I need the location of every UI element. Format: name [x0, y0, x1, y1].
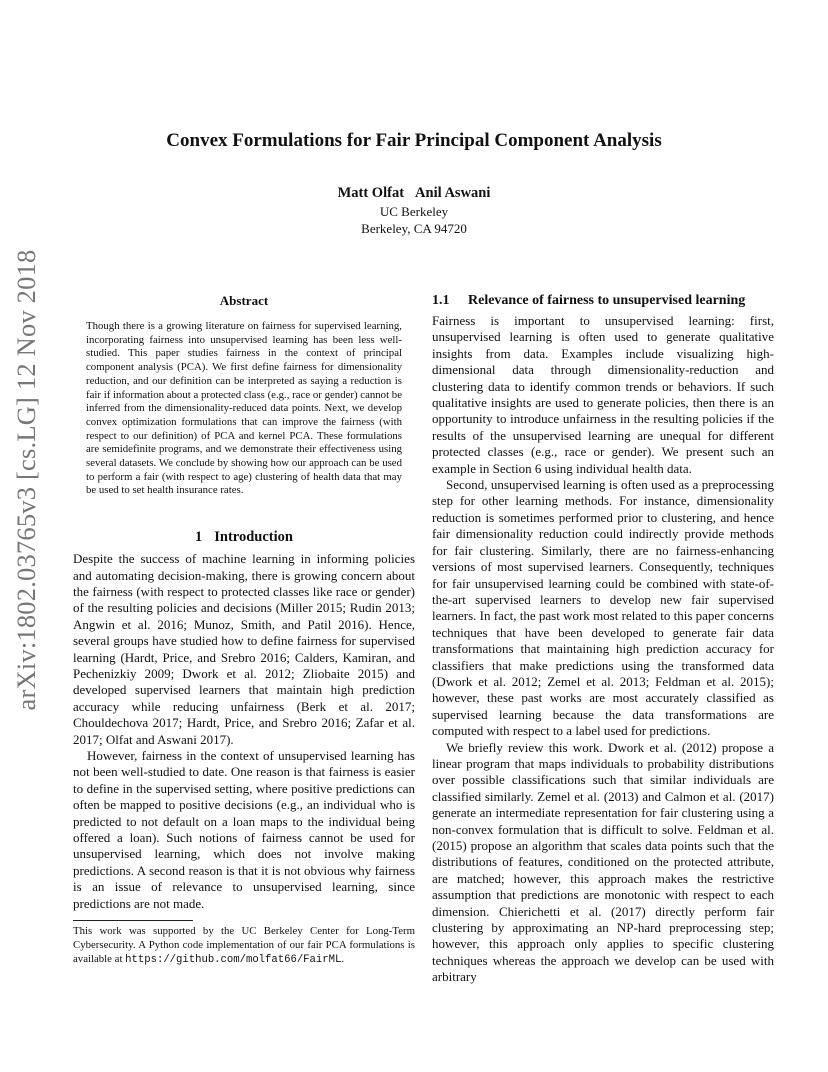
footnote-divider	[73, 920, 193, 921]
subsection-paragraph: Fairness is important to unsupervised learning: first, unsupervised learning is often used to generate qualitative insights from data. Examples include visualizing high-dimensional data through dimensionality-reduction and clustering data to identify common trends or behaviors. If such qualitative insights are used to generate policies, then there is an opportunity to introduce unfairness in the resulting policies if the results of the unsupervised learning are unequal for different protected classes (e.g., race or gender). We present such an example in Section 6 using individual health data.	[432, 313, 774, 476]
abstract-heading: Abstract	[219, 293, 269, 308]
subsection-paragraph: Second, unsupervised learning is often used as a preprocessing step for other learning methods. For instance, dimensionality reduction is sometimes performed prior to clustering, and hence fair dimensionality reduction could indirectly provide methods for fair clustering. Similarly, there are no fairness-enhancing versions of most supervised learners. Consequently, techniques for fair unsupervised learning could be combined with state-of-the-art supervised learners to develop new fair supervised learners. In fact, the past work most related to this paper concerns techniques that have been developed to generate fair data transformations that maintaining high prediction accuracy for classifiers that make predictions using the transformed data (Dwork et al. 2012; Zemel et al. 2013; Feldman et al. 2015); however, these past works are most accurately classified as supervised learning because the data transformations are computed with respect to a label used for predictions.	[432, 477, 774, 739]
subsection-title: Relevance of fairness to unsupervised learning	[468, 293, 746, 308]
right-column	[432, 292, 774, 986]
author-block	[200, 183, 628, 237]
footnote-end: .	[341, 952, 345, 965]
section-title: Introduction	[214, 529, 293, 546]
section-number: 1	[195, 529, 203, 546]
footnote	[73, 925, 415, 967]
author-name: Anil Aswani	[415, 185, 491, 201]
subsection-heading	[432, 292, 774, 309]
author-location: Berkeley, CA 94720	[361, 221, 467, 236]
introduction-paragraph: Despite the success of machine learning in informing policies and automating decision-making, there is growing concern about the fairness (with respect to protected classes like race or gender) of the resulting policies and decisions (Miller 2015; Rudin 2013; Angwin et al. 2016; Munoz, Smith, and Patil 2016). Hence, several groups have studied how to define fairness for supervised learning (Hardt, Price, and Srebro 2016; Calders, Kamiran, and Pechenizkiy 2009; Dwork et al. 2012; Zliobaite 2015) and developed supervised learners that maintain high prediction accuracy while reducing unfairness (Berk et al. 2017; Chouldechova 2017; Hardt, Price, and Srebro 2016; Zafar et al. 2017; Olfat and Aswani 2017).	[73, 551, 415, 747]
abstract-body: Though there is a growing literature on fairness for supervised learning, incorporating fairness into unsupervised learning has been less well-studied. This paper studies fairness in the context of principal component analysis (PCA). We first define fairness for dimensionality reduction, and our definition can be interpreted as saying a reduction is fair if information about a protected class (e.g., race or gender) cannot be inferred from the dimensionality-reduced data points. Next, we develop convex optimization formulations that can improve the fairness (with respect to our definition) of PCA and kernel PCA. These formulations are semidefinite programs, and we demonstrate their effectiveness using several datasets. We conclude by showing how our approach can be used to perform a fair (with respect to age) clustering of health data that may be used to set health insurance rates.	[86, 320, 402, 497]
paper-title: Convex Formulations for Fair Principal Component Analysis	[166, 130, 662, 151]
author-name: Matt Olfat	[337, 185, 405, 201]
subsection-number: 1.1	[432, 293, 450, 308]
arxiv-identifier	[4, 200, 48, 760]
introduction-heading	[73, 528, 415, 546]
author-names	[200, 183, 628, 203]
footnote-code-url[interactable]: https://github.com/molfat66/FairML	[125, 953, 342, 966]
author-affiliation: UC Berkeley	[379, 204, 449, 219]
introduction-paragraph: However, fairness in the context of unsupervised learning has not been well-studied to date. One reason is that fairness is easier to define in the supervised setting, where positive predictions can often be mapped to positive decisions (e.g., an individual who is predicted to not default on a loan maps to the individual being offered a loan). Such notions of fairness cannot be used for unsupervised learning, which does not involve making predictions. A second reason is that it is not obvious why fairness is an issue of relevance to unsupervised learning, since predictions are not made.	[73, 748, 415, 911]
left-column	[73, 292, 415, 967]
arxiv-identifier-text: arXiv:1802.03765v3 [cs.LG] 12 Nov 2018	[11, 249, 41, 711]
subsection-paragraph: We briefly review this work. Dwork et al. (2012) propose a linear program that maps individuals to probability distributions over possible classifications such that similar individuals are classified similarly. Zemel et al. (2013) and Calmon et al. (2017) generate an intermediate representation for fair clustering using a non-convex formulation that is difficult to solve. Feldman et al. (2015) propose an algorithm that scales data points such that the distributions of features, conditioned on the protected attribute, are matched; however, this approach makes the restrictive assumption that predictions are monotonic with respect to each dimension. Chierichetti et al. (2017) directly perform fair clustering by approximating an NP-hard preprocessing step; however, this approach only applies to specific clustering techniques whereas the approach we develop can be used with arbitrary	[432, 739, 774, 985]
footnote-text: This work was supported by the UC Berkeley Center for Long-Term Cybersecurity. A Python code implementation of our fair PCA formulations is available at	[73, 925, 415, 965]
